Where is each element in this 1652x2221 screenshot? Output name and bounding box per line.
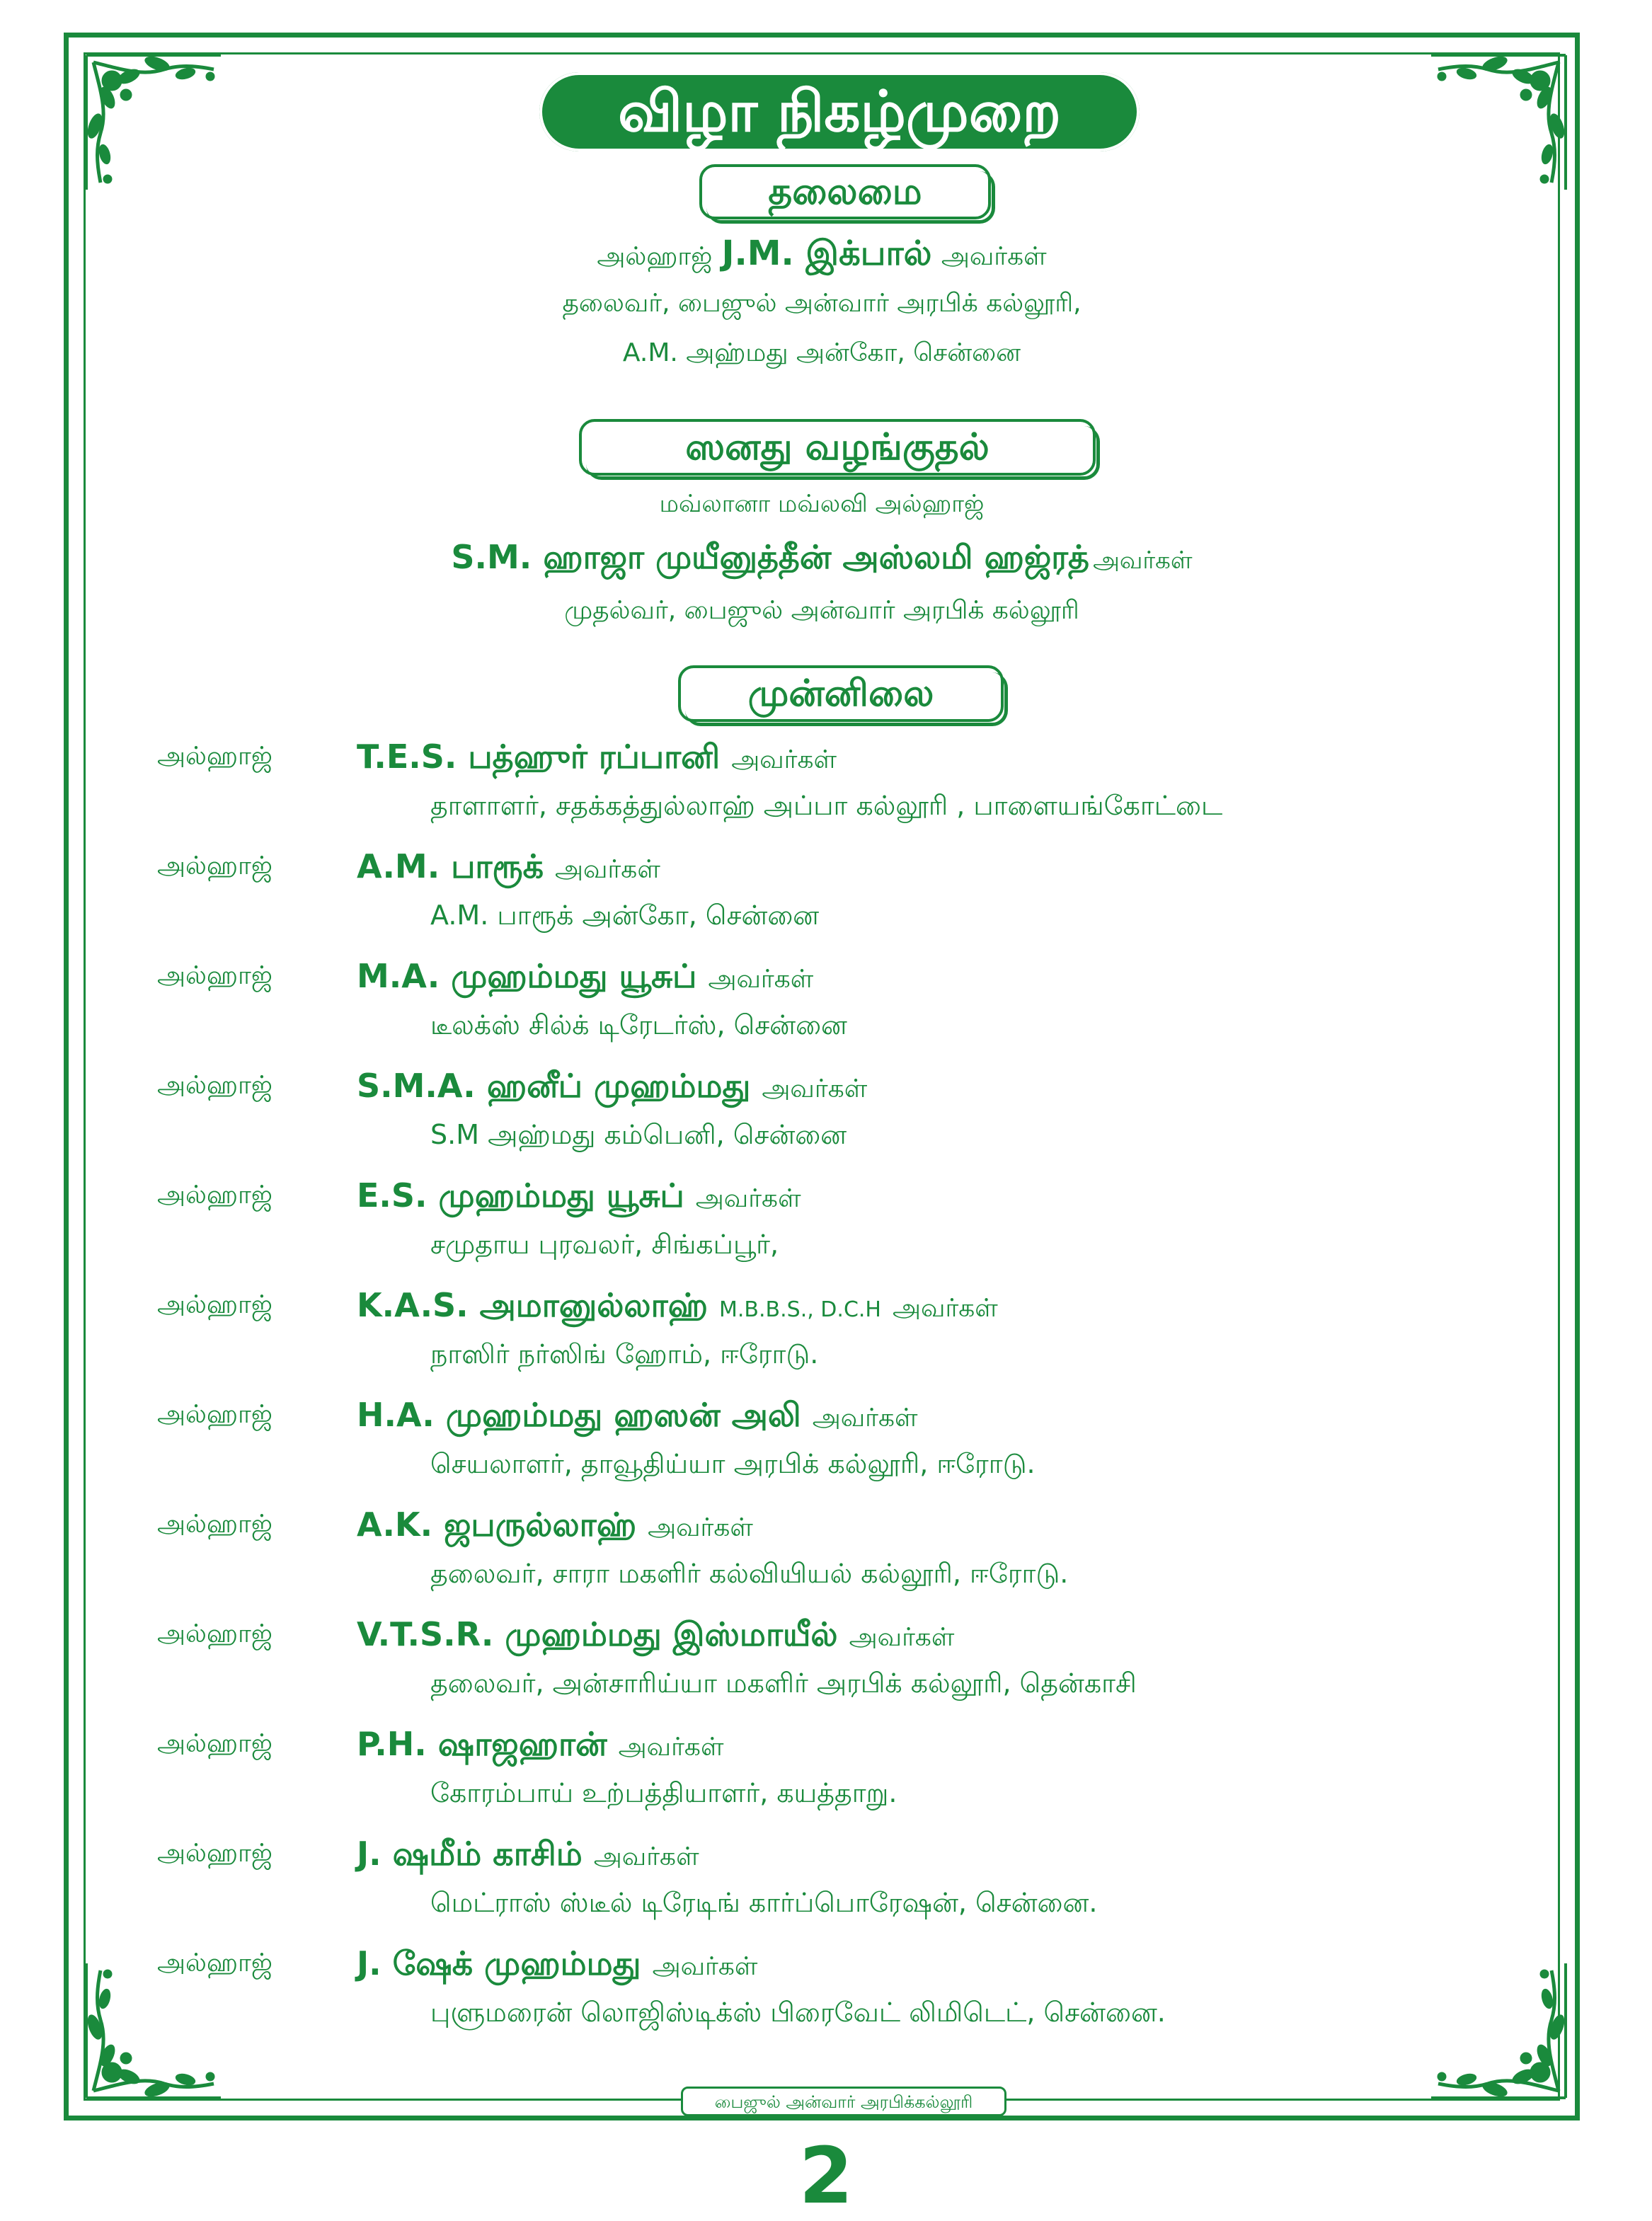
presence-affiliation: A.M. பாரூக் அன்கோ, சென்னை bbox=[430, 900, 820, 931]
presence-affiliation: தாளாளர், சதக்கத்துல்லாஹ் அப்பா கல்லூரி , பாளையங்கோட்டை bbox=[430, 790, 1223, 821]
presence-prefix: அல்ஹாஜ் bbox=[157, 1181, 273, 1210]
presence-prefix: அல்ஹாஜ் bbox=[157, 851, 273, 880]
presence-name: S.M.A. ஹனீப் முஹம்மது bbox=[357, 1067, 751, 1105]
presidency-suffix: அவர்கள் bbox=[941, 242, 1047, 271]
presence-name-row bbox=[357, 1725, 723, 1768]
page-number: 2 bbox=[798, 2130, 854, 2221]
presence-suffix: அவர்கள் bbox=[762, 1074, 868, 1103]
presence-name-row bbox=[357, 1067, 867, 1110]
presence-prefix: அல்ஹாஜ் bbox=[157, 1619, 273, 1648]
presidency-line1 bbox=[84, 234, 1560, 277]
presence-name-row bbox=[357, 1396, 918, 1439]
presence-name: J. ஷமீம் காசிம் bbox=[357, 1835, 583, 1873]
section-heading-presidency: தலைமை bbox=[699, 164, 991, 219]
presence-name: J. ஷேக் முஹம்மது bbox=[357, 1944, 641, 1982]
certificate-name: S.M. ஹாஜா முயீனுத்தீன் அஸ்லமி ஹஜ்ரத் bbox=[451, 538, 1089, 576]
presence-name-row bbox=[357, 1286, 998, 1329]
presence-affiliation: S.M அஹ்மது கம்பெனி, சென்னை bbox=[430, 1119, 847, 1150]
presence-affiliation: கோரம்பாய் உற்பத்தியாளர், கயத்தாறு. bbox=[430, 1777, 897, 1808]
certificate-suffix: அவர்கள் bbox=[1093, 546, 1193, 575]
presence-name-row bbox=[357, 1505, 753, 1549]
presence-suffix: அவர்கள் bbox=[849, 1623, 955, 1652]
presence-name: T.E.S. பத்ஹுர் ரப்பானி bbox=[357, 738, 721, 776]
presence-name: H.A. முஹம்மது ஹஸன் அலி bbox=[357, 1396, 801, 1434]
certificate-line3: முதல்வர், பைஜுல் அன்வார் அரபிக் கல்லூரி bbox=[564, 596, 1079, 625]
presidency-name: J.M. இக்பால் bbox=[721, 234, 932, 273]
presence-suffix: அவர்கள் bbox=[695, 1184, 801, 1213]
presence-suffix: அவர்கள் bbox=[812, 1404, 918, 1433]
presence-prefix: அல்ஹாஜ் bbox=[157, 742, 273, 771]
presence-affiliation: சமுதாய புரவலர், சிங்கப்பூர், bbox=[430, 1229, 779, 1260]
presence-affiliation: தலைவர், அன்சாரிய்யா மகளிர் அரபிக் கல்லூரி, தென்காசி bbox=[430, 1668, 1137, 1699]
presence-affiliation: புளுமரைன் லொஜிஸ்டிக்ஸ் பிரைவேட் லிமிடெட், சென்னை. bbox=[430, 1997, 1166, 2028]
presence-affiliation: செயலாளர், தாவூதிய்யா அரபிக் கல்லூரி, ஈரோடு. bbox=[430, 1448, 1036, 1479]
section-heading-presence: முன்னிலை bbox=[678, 665, 1004, 722]
presence-prefix: அல்ஹாஜ் bbox=[157, 1729, 273, 1758]
presence-suffix: அவர்கள் bbox=[555, 855, 660, 884]
corner-ornament-top-left bbox=[79, 48, 228, 197]
presence-prefix: அல்ஹாஜ் bbox=[157, 1071, 273, 1100]
presence-name: V.T.S.R. முஹம்மது இஸ்மாயீல் bbox=[357, 1615, 838, 1653]
presence-prefix: அல்ஹாஜ் bbox=[157, 1290, 273, 1319]
presence-name: M.A. முஹம்மது யூசுப் bbox=[357, 957, 697, 995]
corner-ornament-bottom-right bbox=[1424, 1956, 1573, 2105]
presence-affiliation: தலைவர், சாரா மகளிர் கல்வியியல் கல்லூரி, ஈரோடு. bbox=[430, 1558, 1069, 1589]
presence-prefix: அல்ஹாஜ் bbox=[157, 1400, 273, 1429]
presence-prefix: அல்ஹாஜ் bbox=[157, 1510, 273, 1539]
presence-name: K.A.S. அமானுல்லாஹ் bbox=[357, 1286, 708, 1324]
presence-name-row bbox=[357, 738, 837, 781]
certificate-line2 bbox=[84, 538, 1560, 581]
presence-affiliation: மெட்ராஸ் ஸ்டீல் டிரேடிங் கார்ப்பொரேஷன், சென்னை. bbox=[430, 1887, 1098, 1918]
presence-name: E.S. முஹம்மது யூசுப் bbox=[357, 1176, 684, 1215]
presence-affiliation: நாஸிர் நர்ஸிங் ஹோம், ஈரோடு. bbox=[430, 1338, 819, 1370]
floral-ornament-icon bbox=[1424, 1956, 1573, 2105]
section-heading-certificate: ஸனது வழங்குதல் bbox=[579, 419, 1096, 476]
presence-name-row bbox=[357, 1176, 801, 1219]
presence-prefix: அல்ஹாஜ் bbox=[157, 1949, 273, 1978]
presence-suffix: அவர்கள் bbox=[893, 1294, 998, 1323]
presence-suffix: அவர்கள் bbox=[593, 1842, 699, 1871]
presidency-prefix: அல்ஹாஜ் bbox=[597, 242, 713, 271]
presence-name-row bbox=[357, 1944, 757, 1987]
presidency-line2: தலைவர், பைஜுல் அன்வார் அரபிக் கல்லூரி, bbox=[562, 289, 1082, 318]
presence-suffix: அவர்கள் bbox=[731, 745, 837, 774]
floral-ornament-icon bbox=[79, 48, 228, 197]
presence-degree: M.B.B.S., D.C.H bbox=[719, 1297, 881, 1322]
presence-name: A.M. பாரூக் bbox=[357, 847, 544, 885]
presence-name-row bbox=[357, 847, 660, 890]
presence-prefix: அல்ஹாஜ் bbox=[157, 961, 273, 990]
presence-name: P.H. ஷாஜஹான் bbox=[357, 1725, 607, 1763]
page-title: விழா நிகழ்முறை bbox=[539, 72, 1140, 151]
corner-ornament-top-right bbox=[1424, 48, 1573, 197]
footer-tag: பைஜுல் அன்வார் அரபிக்கல்லூரி bbox=[681, 2087, 1006, 2116]
presence-prefix: அல்ஹாஜ் bbox=[157, 1839, 273, 1868]
floral-ornament-icon bbox=[1424, 48, 1573, 197]
presence-suffix: அவர்கள் bbox=[652, 1952, 758, 1981]
presence-suffix: அவர்கள் bbox=[618, 1733, 724, 1762]
presence-name-row bbox=[357, 1835, 699, 1878]
presidency-line3: A.M. அஹ்மது அன்கோ, சென்னை bbox=[622, 338, 1021, 367]
presence-suffix: அவர்கள் bbox=[648, 1513, 753, 1542]
presence-name-row bbox=[357, 1615, 954, 1658]
presence-name-row bbox=[357, 957, 813, 1000]
certificate-line1: மவ்லானா மவ்லவி அல்ஹாஜ் bbox=[659, 490, 985, 518]
presence-affiliation: டீலக்ஸ் சில்க் டிரேடர்ஸ், சென்னை bbox=[430, 1009, 847, 1040]
presence-suffix: அவர்கள் bbox=[708, 965, 814, 994]
presence-name: A.K. ஜபருல்லாஹ் bbox=[357, 1505, 637, 1544]
